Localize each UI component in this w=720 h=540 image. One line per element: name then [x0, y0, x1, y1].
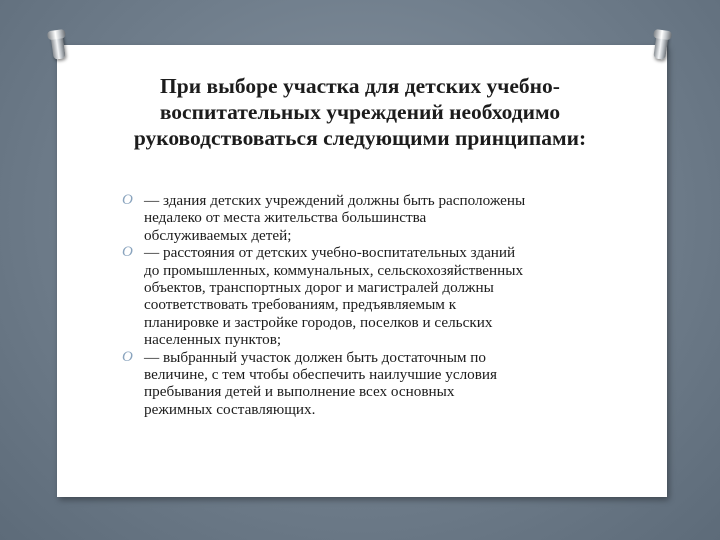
- bullet-line: планировке и застройке городов, поселков и сельских: [144, 313, 493, 331]
- bullet-line: недалеко от места жительства большинства: [144, 209, 427, 227]
- bullet-line: пребывания детей и выполнение всех основных: [144, 383, 455, 401]
- bullet-line: — выбранный участок должен быть достаточным по: [144, 348, 487, 366]
- title-line: воспитательных учреждений необходимо: [159, 100, 561, 124]
- bullet-line: — здания детских учреждений должны быть расположены: [144, 192, 526, 209]
- bullet-item: [122, 244, 592, 348]
- bullet-line: величине, с тем чтобы обеспечить наилучшие условия: [144, 366, 498, 384]
- bullet-item: [122, 349, 592, 419]
- bullet-marker-icon: O: [122, 244, 133, 261]
- title-line: руководствоваться следующими принципами:: [133, 126, 587, 150]
- bullet-list: [122, 192, 592, 418]
- bullet-line: — расстояния от детских учебно-воспитательных зданий: [144, 244, 516, 262]
- bullet-marker-icon: O: [122, 192, 133, 208]
- pushpin-left-icon: [50, 32, 66, 59]
- bullet-marker-icon: O: [122, 348, 133, 365]
- bullet-line: населенных пунктов;: [144, 331, 282, 349]
- bullet-line: до промышленных, коммунальных, сельскохозяйственных: [144, 261, 524, 279]
- title-line: При выборе участка для детских учебно-: [160, 74, 560, 98]
- bullet-line: соответствовать требованиям, предъявляемым к: [144, 296, 457, 314]
- bullet-line: обслуживаемых детей;: [144, 226, 292, 244]
- slide-title: [0, 73, 720, 151]
- bullet-item: [122, 192, 592, 244]
- bullet-line: режимных составляющих.: [144, 400, 316, 418]
- bullet-line: объектов, транспортных дорог и магистралей должны: [144, 279, 494, 297]
